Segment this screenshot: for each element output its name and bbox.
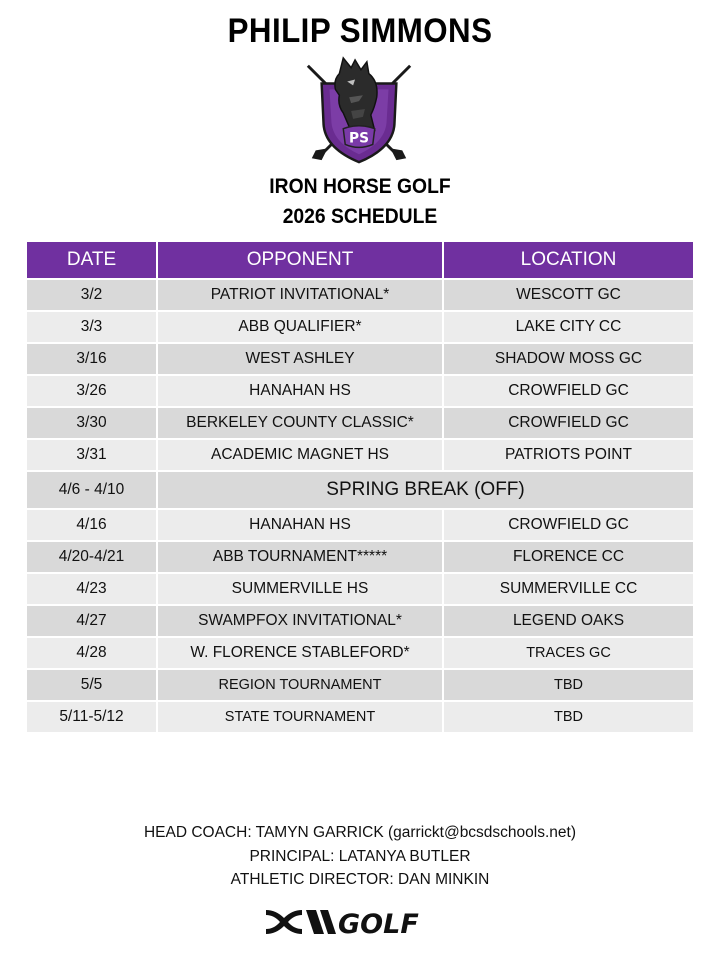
- location-cell: WESCOTT GC: [443, 279, 693, 311]
- team-name: IRON HORSE GOLF: [269, 175, 451, 198]
- slash-marks-icon: [306, 910, 336, 934]
- opponent-cell: WEST ASHLEY: [157, 343, 443, 375]
- opponent-cell: ABB QUALIFIER*: [157, 311, 443, 343]
- opponent-cell: HANAHAN HS: [157, 509, 443, 541]
- date-cell: 5/11-5/12: [27, 701, 157, 732]
- table-row: [27, 311, 693, 343]
- opponent-cell: HANAHAN HS: [157, 375, 443, 407]
- table-row: [27, 701, 693, 732]
- column-header-opponent: OPPONENT: [157, 242, 443, 279]
- location-cell: SUMMERVILLE CC: [443, 573, 693, 605]
- principal-line: PRINCIPAL: LATANYA BUTLER: [249, 848, 471, 865]
- location-cell: PATRIOTS POINT: [443, 439, 693, 471]
- spring-break-cell: SPRING BREAK (OFF): [157, 471, 693, 509]
- table-row: [27, 605, 693, 637]
- table-header-row: [27, 242, 693, 279]
- date-cell: 3/2: [27, 279, 157, 311]
- table-row: [27, 669, 693, 701]
- date-cell: 3/16: [27, 343, 157, 375]
- table-row: [27, 375, 693, 407]
- date-cell: 4/20-4/21: [27, 541, 157, 573]
- location-cell: TBD: [443, 701, 693, 732]
- opponent-cell: SUMMERVILLE HS: [157, 573, 443, 605]
- location-cell: TBD: [443, 669, 693, 701]
- head-coach-line: HEAD COACH: TAMYN GARRICK (garrickt@bcsdschools.net): [143, 824, 577, 841]
- opponent-cell: STATE TOURNAMENT: [157, 701, 443, 732]
- logo-initials: PS: [349, 130, 369, 147]
- opponent-cell: REGION TOURNAMENT: [157, 669, 443, 701]
- athletic-director-line: ATHLETIC DIRECTOR: DAN MINKIN: [230, 871, 490, 888]
- date-cell: 4/23: [27, 573, 157, 605]
- table-row: [27, 509, 693, 541]
- brand-text: GOLF: [338, 909, 419, 938]
- date-cell: 3/3: [27, 311, 157, 343]
- opponent-cell: PATRIOT INVITATIONAL*: [157, 279, 443, 311]
- location-cell: CROWFIELD GC: [443, 407, 693, 439]
- location-cell: LAKE CITY CC: [443, 311, 693, 343]
- school-title: PHILIP SIMMONS: [227, 12, 493, 50]
- table-row: [27, 439, 693, 471]
- club-head-right-icon: [312, 148, 328, 160]
- date-cell: 4/28: [27, 637, 157, 669]
- opponent-cell: ABB TOURNAMENT*****: [157, 541, 443, 573]
- date-cell: 4/27: [27, 605, 157, 637]
- table-row: [27, 637, 693, 669]
- club-head-left-icon: [390, 148, 406, 160]
- season-title: 2026 SCHEDULE: [282, 205, 438, 228]
- date-cell: 3/26: [27, 375, 157, 407]
- date-cell: 3/30: [27, 407, 157, 439]
- opponent-cell: ACADEMIC MAGNET HS: [157, 439, 443, 471]
- location-cell: CROWFIELD GC: [443, 375, 693, 407]
- table-row: [27, 343, 693, 375]
- table-row: [27, 573, 693, 605]
- location-cell: LEGEND OAKS: [443, 605, 693, 637]
- location-cell: FLORENCE CC: [443, 541, 693, 573]
- date-cell: 4/6 - 4/10: [27, 471, 157, 509]
- table-row-spring-break: [27, 471, 693, 509]
- column-header-date: DATE: [27, 242, 157, 279]
- under-armour-icon: [266, 910, 302, 934]
- opponent-cell: SWAMPFOX INVITATIONAL*: [157, 605, 443, 637]
- opponent-cell: W. FLORENCE STABLEFORD*: [157, 637, 443, 669]
- iron-horse-logo: [300, 52, 418, 170]
- table-row: [27, 541, 693, 573]
- date-cell: 3/31: [27, 439, 157, 471]
- location-cell: TRACES GC: [443, 637, 693, 669]
- under-armour-golf-logo: [262, 906, 454, 938]
- column-header-location: LOCATION: [443, 242, 693, 279]
- date-cell: 4/16: [27, 509, 157, 541]
- schedule-table: [27, 242, 693, 732]
- date-cell: 5/5: [27, 669, 157, 701]
- opponent-cell: BERKELEY COUNTY CLASSIC*: [157, 407, 443, 439]
- table-row: [27, 407, 693, 439]
- location-cell: CROWFIELD GC: [443, 509, 693, 541]
- location-cell: SHADOW MOSS GC: [443, 343, 693, 375]
- table-row: [27, 279, 693, 311]
